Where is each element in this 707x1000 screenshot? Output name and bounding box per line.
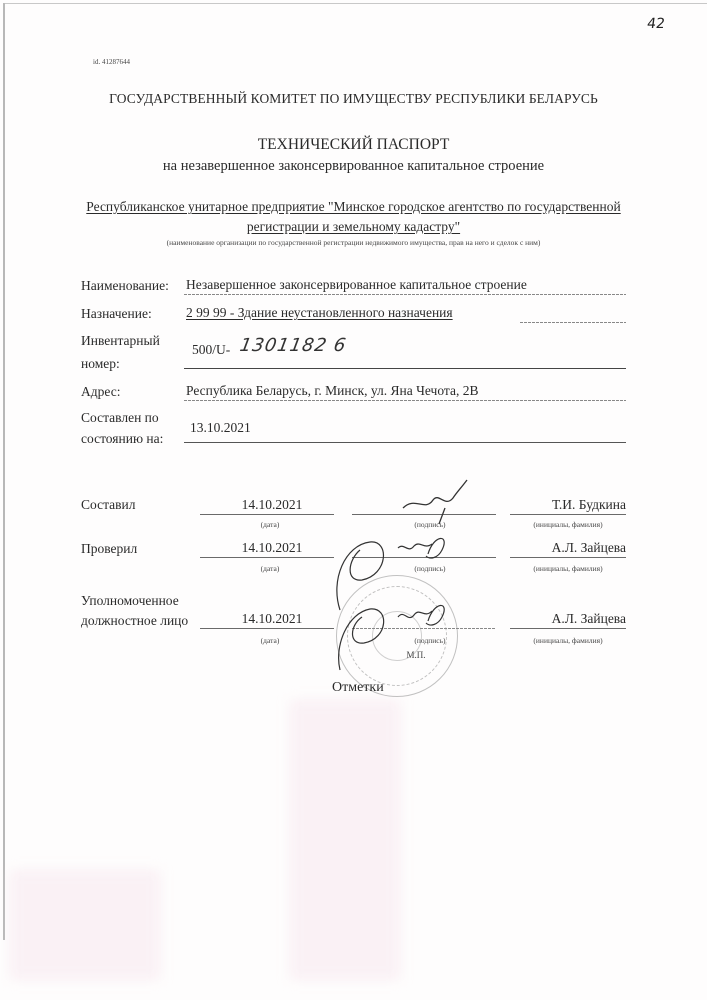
inventory-prefix: 500/U- [192,342,231,357]
signature-date: 14.10.2021 [241,540,303,555]
field-value: Незавершенное законсервированное капитальное строение [186,277,527,292]
field-label: Составлен по [81,410,159,425]
field-value: 2 99 99 - Здание неустановленного назначения [186,305,453,320]
caption-date: (дата) [260,564,280,573]
caption-signature: (подпись) [414,636,446,645]
caption-signature: (подпись) [414,564,446,573]
field-label: состоянию на: [81,431,164,446]
field-value: 13.10.2021 [190,420,251,435]
scan-edge-top [3,3,707,4]
signature-role: Проверил [81,541,138,556]
marks-heading: Отметки [332,680,384,695]
underline [184,400,626,401]
signature-name: А.Л. Зайцева [551,540,626,555]
underline [520,322,626,323]
underline [510,514,626,515]
issuing-authority: ГОСУДАРСТВЕННЫЙ КОМИТЕТ ПО ИМУЩЕСТВУ РЕСПУБЛИКИ БЕЛАРУСЬ [109,91,598,106]
inventory-handwritten-number: 1301182 6 [238,335,349,356]
underline [200,514,334,515]
signature-role: должностное лицо [81,613,189,628]
field-value: Республика Беларусь, г. Минск, ул. Яна Чечота, 2В [186,383,479,398]
signature-name: А.Л. Зайцева [551,611,626,626]
field-label: Назначение: [81,306,152,321]
caption-name: (инициалы, фамилия) [533,520,603,529]
field-label: Наименование: [81,278,169,293]
document-subtitle: на незавершенное законсервированное капитальное строение [162,158,545,174]
signature-role: Составил [81,497,136,512]
bleed-through [290,700,400,980]
signature-date: 14.10.2021 [241,497,303,512]
agency-name-line-2: регистрации и земельному кадастру" [246,219,461,234]
page-number: 42 [646,16,667,32]
caption-name: (инициалы, фамилия) [533,636,603,645]
signature-date: 14.10.2021 [241,611,303,626]
field-label: Адрес: [81,384,121,399]
underline [184,368,626,369]
bleed-through [10,870,160,980]
signature-name: Т.И. Будкина [552,497,626,512]
agency-caption: (наименование организации по государственной регистрации недвижимого имущества, прав на него и сделок с ним) [166,238,541,247]
signature-mark [300,595,480,675]
underline [510,628,626,629]
underline [184,442,626,443]
underline [510,557,626,558]
field-label: Инвентарный [81,333,160,348]
seal-label: М.П. [406,650,426,660]
caption-name: (инициалы, фамилия) [533,564,603,573]
caption-signature: (подпись) [414,520,446,529]
caption-date: (дата) [260,520,280,529]
document-title: ТЕХНИЧЕСКИЙ ПАСПОРТ [257,136,450,153]
caption-date: (дата) [260,636,280,645]
signature-role: Уполномоченное [81,593,179,608]
document-reference: id. 41287644 [93,58,130,66]
underline [184,294,626,295]
agency-name-line-1: Республиканское унитарное предприятие "Минское городское агентство по государственной [86,199,621,214]
field-label: номер: [81,356,120,371]
